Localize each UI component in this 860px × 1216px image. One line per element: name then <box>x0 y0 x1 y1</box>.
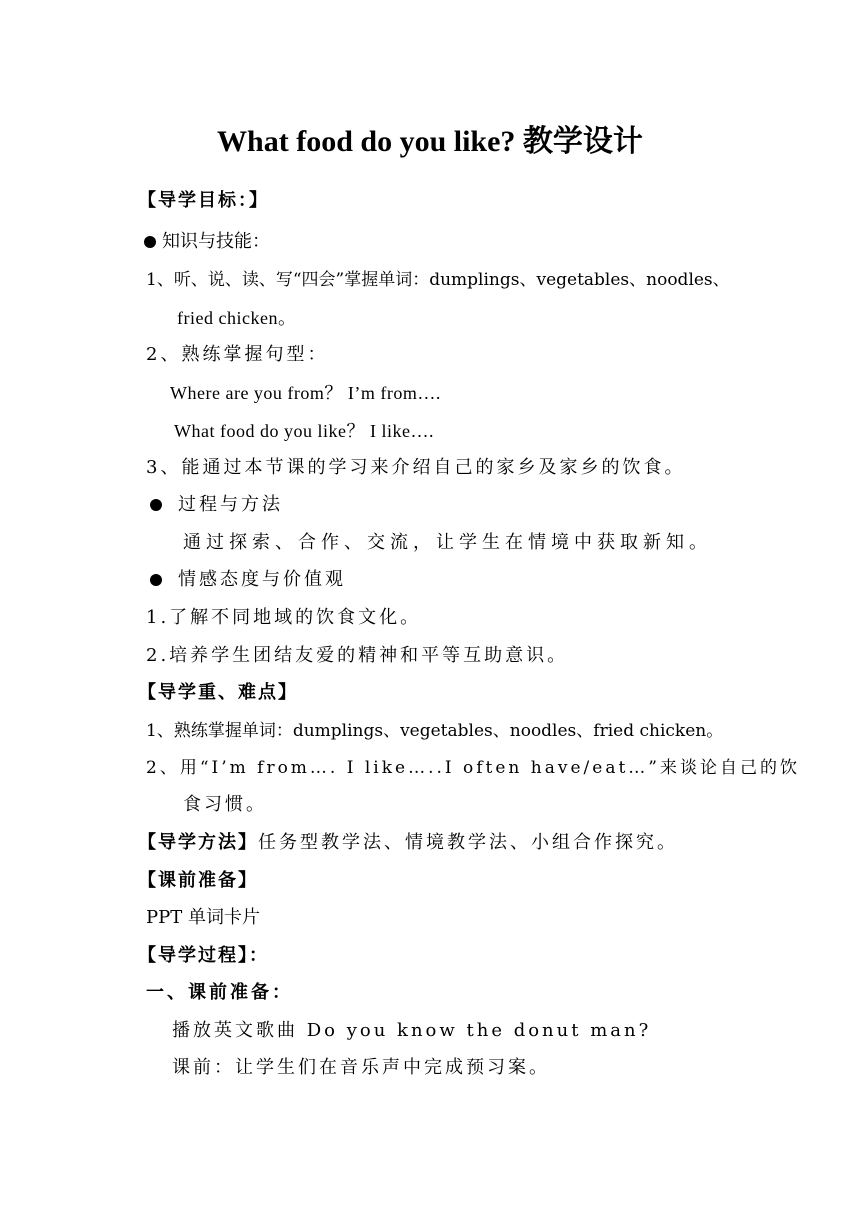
methods-line <box>138 831 678 855</box>
bullet-icon <box>144 236 156 248</box>
objective-item-2: 2、熟练掌握句型： <box>146 344 329 365</box>
sentence-pattern-1: Where are you from？ I’m from…. <box>170 383 441 403</box>
process-method-description: 通过探索、合作、交流，让学生在情境中获取新知。 <box>183 532 712 553</box>
preparation-text: PPT 单词卡片 <box>146 907 260 928</box>
objective-item-3: 3、能通过本节课的学习来介绍自己的家乡及家乡的饮食。 <box>146 457 686 478</box>
knowledge-skills-text: 知识与技能： <box>162 231 270 252</box>
section-heading-preparation: 【课前准备】 <box>138 870 258 891</box>
process-method-label <box>150 493 283 517</box>
process-method-text: 过程与方法 <box>178 494 283 515</box>
process-step-1-line-1: 播放英文歌曲 Do you know the donut man? <box>172 1020 652 1041</box>
emotion-values-label <box>150 568 346 592</box>
objective-item-1-line-2: fried chicken。 <box>177 308 297 328</box>
bullet-icon <box>150 499 162 511</box>
emotion-values-text: 情感态度与价值观 <box>178 569 346 590</box>
objective-item-1-line-1: 1、听、说、读、写“四会”掌握单词：dumplings、vegetables、noodles、 <box>146 270 730 290</box>
key-point-item-2-line-1: 2、用“I’m from…. I like…..I often have/eat…”来谈论自己的饮 <box>146 758 800 778</box>
emotion-item-1: 1.了解不同地域的饮食文化。 <box>146 607 422 628</box>
section-heading-objectives: 【导学目标：】 <box>138 190 269 211</box>
section-heading-methods: 【导学方法】 <box>138 832 258 853</box>
process-step-1-line-2: 课前：让学生们在音乐声中完成预习案。 <box>172 1057 550 1078</box>
sentence-pattern-2: What food do you like？ I like…. <box>174 421 434 441</box>
methods-text: 任务型教学法、情境教学法、小组合作探究。 <box>258 832 678 853</box>
bullet-icon <box>150 574 162 586</box>
section-heading-key-points: 【导学重、难点】 <box>138 682 298 703</box>
emotion-item-2: 2.培养学生团结友爱的精神和平等互助意识。 <box>146 645 569 666</box>
key-point-item-2-line-2: 食习惯。 <box>183 794 267 815</box>
document-title: What food do you like? 教学设计 <box>217 125 643 158</box>
key-point-item-1: 1、熟练掌握单词：dumplings、vegetables、noodles、fried chicken。 <box>146 721 724 741</box>
knowledge-skills-label <box>144 230 270 254</box>
process-step-1-heading: 一、课前准备： <box>146 982 293 1003</box>
section-heading-process: 【导学过程】： <box>138 945 269 966</box>
